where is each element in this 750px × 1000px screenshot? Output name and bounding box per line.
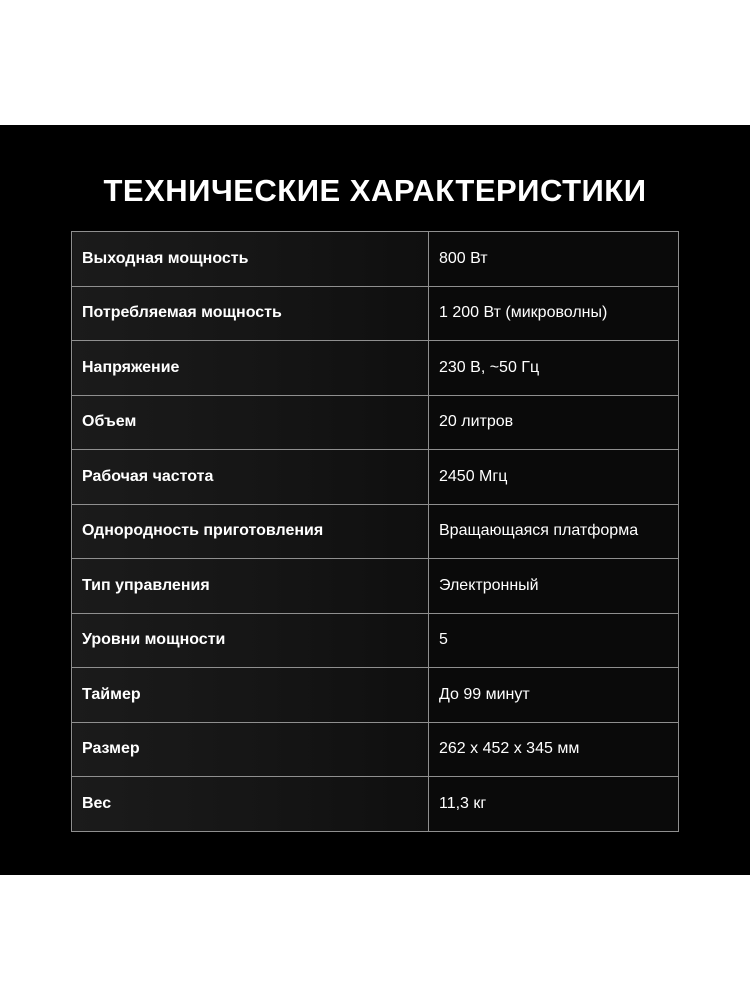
spec-label: Потребляемая мощность bbox=[72, 286, 429, 341]
spec-value: До 99 минут bbox=[429, 668, 679, 723]
table-row bbox=[72, 668, 679, 723]
spec-value: 230 В, ~50 Гц bbox=[429, 341, 679, 396]
spec-label: Рабочая частота bbox=[72, 450, 429, 505]
table-row bbox=[72, 559, 679, 614]
table-row bbox=[72, 504, 679, 559]
spec-label: Напряжение bbox=[72, 341, 429, 396]
spec-value: Электронный bbox=[429, 559, 679, 614]
spec-label: Тип управления bbox=[72, 559, 429, 614]
table-row bbox=[72, 395, 679, 450]
spec-label: Вес bbox=[72, 777, 429, 832]
spec-label: Объем bbox=[72, 395, 429, 450]
spec-label: Однородность приготовления bbox=[72, 504, 429, 559]
spec-label: Выходная мощность bbox=[72, 232, 429, 287]
table-row bbox=[72, 722, 679, 777]
table-row bbox=[72, 613, 679, 668]
spec-value: 1 200 Вт (микроволны) bbox=[429, 286, 679, 341]
spec-value: 20 литров bbox=[429, 395, 679, 450]
table-row bbox=[72, 777, 679, 832]
spec-value: 2450 Мгц bbox=[429, 450, 679, 505]
table-row bbox=[72, 450, 679, 505]
spec-value: Вращающаяся платформа bbox=[429, 504, 679, 559]
spec-table bbox=[71, 231, 679, 832]
spec-value: 5 bbox=[429, 613, 679, 668]
spec-value: 800 Вт bbox=[429, 232, 679, 287]
page-title: ТЕХНИЧЕСКИЕ ХАРАКТЕРИСТИКИ bbox=[103, 173, 647, 208]
spec-label: Размер bbox=[72, 722, 429, 777]
table-row bbox=[72, 286, 679, 341]
table-row bbox=[72, 232, 679, 287]
table-row bbox=[72, 341, 679, 396]
spec-label: Уровни мощности bbox=[72, 613, 429, 668]
spec-value: 262 x 452 x 345 мм bbox=[429, 722, 679, 777]
spec-label: Таймер bbox=[72, 668, 429, 723]
spec-value: 11,3 кг bbox=[429, 777, 679, 832]
